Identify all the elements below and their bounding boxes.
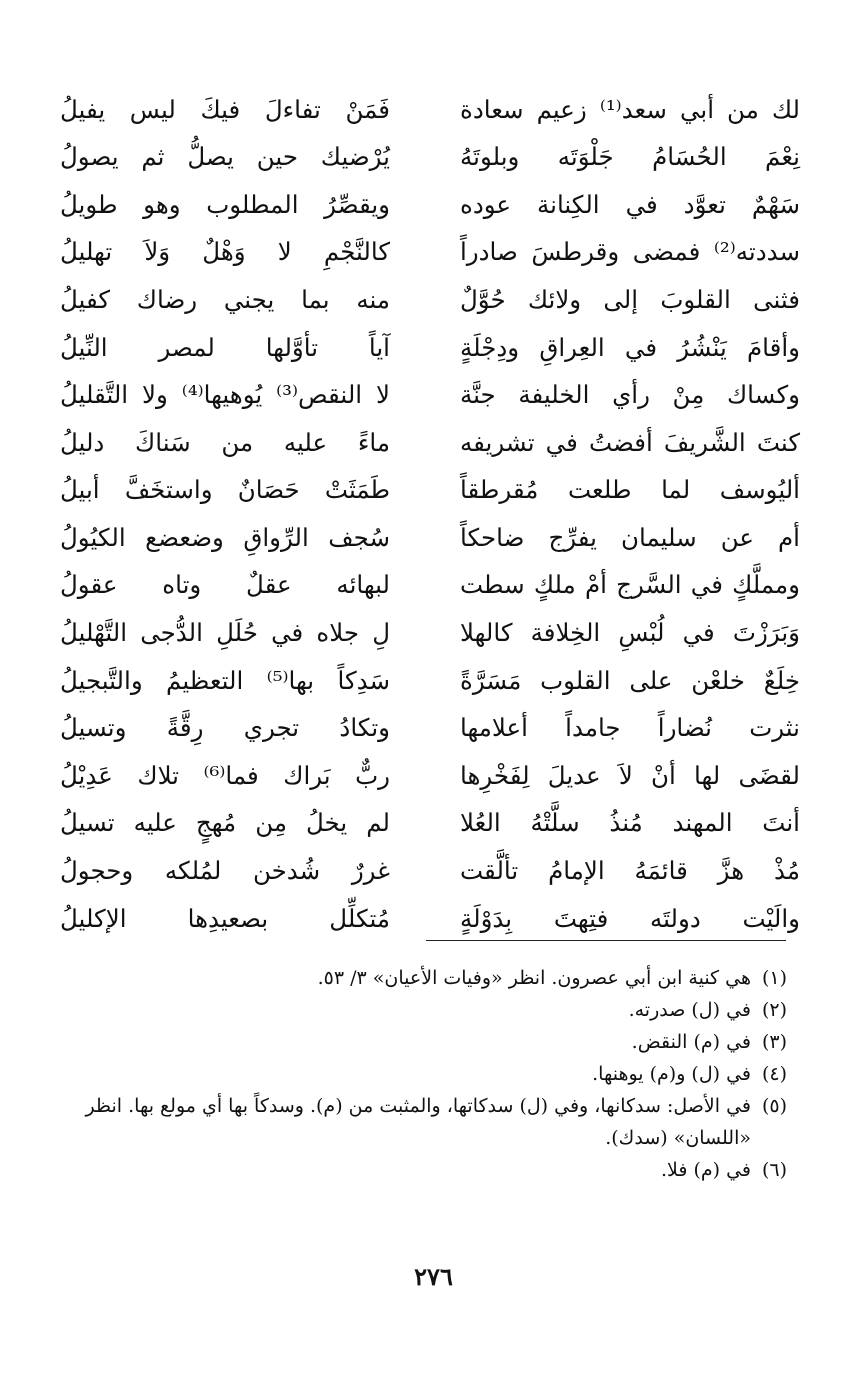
footnote-number: (٣) [761,1031,787,1053]
footnote [67,994,787,1026]
first-hemistich: أنتَ المهند مُنذُ سلَّتْهُ العُلا [460,808,800,838]
first-hemistich: وأقامَ يَنْشُرُ في العِراقِ ودِجْلَةٍ [460,332,800,362]
poem [60,86,800,943]
second-hemistich: لا النقص⁽³⁾ يُوهيها⁽⁴⁾ ولا التَّقليلُ [60,380,390,410]
verse-line [60,895,800,943]
footnote [67,962,787,994]
second-hemistich: غررٌ شُدخن لمُلكه وحجولُ [60,856,390,886]
footnote-text: في (م) النقض. [631,1031,751,1053]
second-hemistich: ماءً عليه من سَناكَ دليلُ [60,427,390,457]
footnote [67,1058,787,1090]
footnotes [67,962,787,1186]
first-hemistich: ومملَّكٍ في السَّرج أمْ ملكٍ سطت [460,570,800,600]
footnote-text: في (م) فلا. [660,1159,751,1181]
second-hemistich: وتكادُ تجري رِقَّةً وتسيلُ [60,713,390,743]
second-hemistich: ربٌّ بَراك فما⁽⁶⁾ تلاك عَدِيْلُ [60,760,391,790]
first-hemistich: كنتَ الشَّريفَ أفضتُ في تشريفه [460,427,800,457]
second-hemistich: لبهائه عقلٌ وتاه عقولُ [60,570,390,600]
verse-line [60,514,800,562]
second-hemistich: مُتكلِّل بصعيدِها الإكليلُ [60,903,390,933]
footnote-separator [426,940,786,941]
verse-line [60,848,800,896]
second-hemistich: فَمَنْ تفاءلَ فيكَ ليس يفيلُ [60,94,390,124]
footnote-number: (٤) [761,1063,787,1085]
verse-line [60,181,800,229]
first-hemistich: أليُوسف لما طلعت مُقرطقاً [460,475,800,505]
first-hemistich: وكساك مِنْ رأي الخليفة جنَّة [460,380,800,410]
first-hemistich: مُذْ هزَّ قائمَهُ الإمامُ تألَّقت [460,856,800,886]
footnote-text: هي كنية ابن أبي عصرون. انظر «وفيات الأعيان» ٣/ ٥٣. [317,967,751,989]
first-hemistich: نِعْمَ الحُسَامُ جَلْوَتَه وبلوتَهُ [460,142,800,172]
page-number: ٢٧٦ [414,1262,453,1291]
second-hemistich: ويقصِّرُ المطلوب وهو طويلُ [60,189,390,219]
verse-line [60,562,800,610]
footnote [67,1154,787,1186]
verse-line [60,86,800,134]
second-hemistich: كالنَّجْمِ لا وَهْلٌ وَلاَ تهليلُ [60,237,390,267]
first-hemistich: وَبَرَزْتَ في لُبْسِ الخِلافة كالهلا [460,618,800,648]
first-hemistich: خِلَعٌ خلعْن على القلوب مَسَرَّةً [460,665,800,695]
verse-line [60,324,800,372]
footnote-number: (٥) [761,1095,787,1117]
verse-line [60,800,800,848]
verse-line [60,752,800,800]
footnote-text: في الأصل: سدكانها، وفي (ل) سدكاتها، والمثبت من (م). وسدكاً بها أي مولع بها. انظر «اللسان» (سدك). [85,1095,751,1149]
verse-line [60,229,800,277]
first-hemistich: سَهْمٌ تعوَّد في الكِنانة عوده [460,189,800,219]
footnote-number: (١) [761,967,787,989]
second-hemistich: سُجف الرِّواقِ وضعضع الكيُولُ [60,522,390,552]
first-hemistich: لقضَى لها أنْ لاَ عديلَ لِفَخْرِها [460,760,800,790]
footnote [67,1090,787,1154]
verse-line [60,276,800,324]
footnote-number: (٦) [761,1159,787,1181]
first-hemistich: نثرت نُضاراً جامداً أعلامها [460,713,800,743]
verse-line [60,610,800,658]
second-hemistich: منه بما يجني رضاك كفيلُ [60,284,390,314]
first-hemistich: والَيْت دولتَه فتِهتَ بِدَوْلَةٍ [460,903,800,933]
footnote-text: في (ل) صدرته. [628,999,751,1021]
second-hemistich: طَمَثَتْ حَصَانٌ واستخَفَّ أبيلُ [60,475,390,505]
footnote [67,1026,787,1058]
verse-line [60,419,800,467]
verse-line [60,657,800,705]
verse-line [60,705,800,753]
second-hemistich: آياً تأوَّلها لمصر النِّيلُ [60,332,390,362]
footnote-text: في (ل) و(م) يوهنها. [592,1063,751,1085]
first-hemistich: فثنى القلوبَ إلى ولائك حُوَّلٌ [460,284,800,314]
second-hemistich: لم يخلُ مِن مُهجٍ عليه تسيلُ [60,808,390,838]
verse-line [60,134,800,182]
first-hemistich: سددته⁽²⁾ فمضى وقرطسَ صادراً [460,237,800,267]
second-hemistich: سَدِكاً بها⁽⁵⁾ التعظيمُ والتَّبجيلُ [60,665,390,695]
footnote-number: (٢) [761,999,787,1021]
verse-line [60,372,800,420]
second-hemistich: يُرْضيك حين يصلُّ ثم يصولُ [60,142,390,172]
second-hemistich: لِ جلاه في حُلَلِ الدُّجى التَّهْليلُ [60,618,390,648]
verse-line [60,467,800,515]
first-hemistich: أم عن سليمان يفرِّج ضاحكاً [460,522,800,552]
first-hemistich: لك من أبي سعد⁽¹⁾ زعيم سعادة [460,94,800,124]
